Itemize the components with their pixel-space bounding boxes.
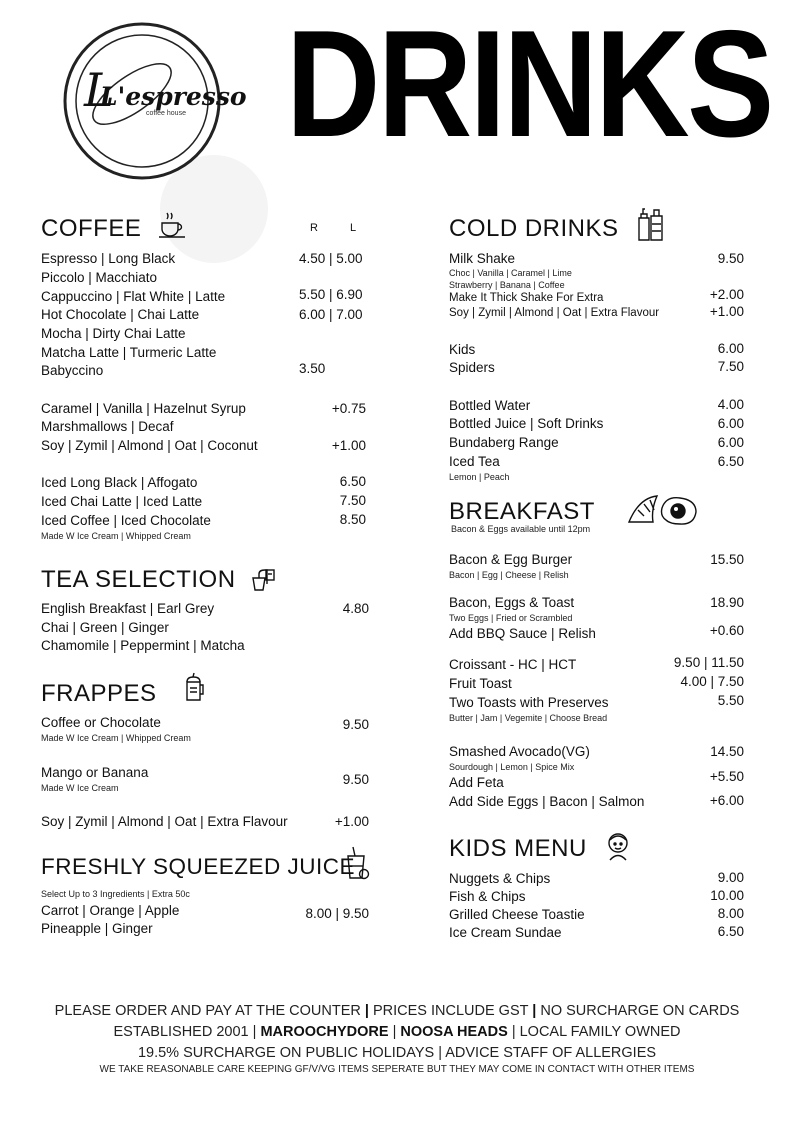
menu-item-price: 4.50 | 5.00 (299, 251, 363, 266)
menu-item-name: Coffee or Chocolate (41, 715, 161, 730)
menu-item-name: English Breakfast | Earl Grey (41, 601, 215, 616)
menu-item-price: +2.00 (709, 287, 744, 302)
menu-item-name: Babyccino (41, 363, 104, 378)
menu-item-name: Add Feta (449, 775, 504, 790)
menu-item-price: +1.00 (709, 304, 744, 319)
menu-item-name: Bottled Water (449, 398, 531, 413)
menu-item-note: Sourdough | Lemon | Spice Mix (449, 762, 575, 772)
footer-text: ESTABLISHED 2001 | (113, 1024, 261, 1040)
menu-item-name: Cappuccino | Flat White | Latte (41, 289, 226, 304)
menu-item-name: Chai | Green | Ginger (41, 620, 169, 635)
footer-separator: | (364, 1003, 369, 1019)
menu-item-note: Butter | Jam | Vegemite | Choose Bread (449, 713, 608, 723)
menu-item-name: Hot Chocolate | Chai Latte (41, 307, 200, 322)
menu-item-name: Espresso | Long Black (41, 251, 176, 266)
menu-item-name: Kids (449, 342, 476, 357)
menu-item-price: +0.60 (709, 623, 744, 638)
footer-line-4: WE TAKE REASONABLE CARE KEEPING GF/V/VG ITEMS SEPERATE BUT THEY MAY COME IN CONTACT WITH OTHER ITEMS (99, 1064, 695, 1075)
footer-location: MAROOCHYDORE (260, 1024, 389, 1040)
bottles-icon (636, 206, 666, 247)
menu-item-name: Caramel | Vanilla | Hazelnut Syrup (41, 401, 246, 416)
menu-item-note: Strawberry | Banana | Coffee (449, 280, 565, 290)
svg-text:L: L (84, 63, 115, 117)
footer-text: PLEASE ORDER AND PAY AT THE COUNTER (54, 1003, 365, 1019)
menu-item-price: 9.50 (342, 717, 369, 732)
menu-item-price: 6.00 (717, 416, 744, 431)
footer-location: NOOSA HEADS (400, 1024, 508, 1040)
menu-item-name: Piccolo | Macchiato (41, 270, 158, 285)
menu-item-name: Grilled Cheese Toastie (449, 907, 585, 922)
menu-item-note: Lemon | Peach (449, 472, 510, 482)
menu-item-name: Chamomile | Peppermint | Matcha (41, 638, 245, 653)
logo-brand-text: L'espresso (100, 82, 247, 111)
menu-item-price: 6.00 (717, 341, 744, 356)
menu-item-note: Two Eggs | Fried or Scrambled (449, 613, 573, 623)
menu-item-price: 6.00 (717, 435, 744, 450)
menu-item-name: Iced Tea (449, 454, 500, 469)
footer-text: | (388, 1024, 401, 1040)
menu-item-price: +6.00 (709, 793, 744, 808)
breakfast-subheading: Bacon & Eggs available until 12pm (451, 524, 591, 534)
menu-item-price: 9.00 (717, 870, 744, 885)
menu-item-price: 9.50 | 11.50 (673, 655, 744, 670)
frappe-glass-icon (182, 672, 208, 709)
menu-item-name: Fruit Toast (449, 676, 512, 691)
footer-line-3: 19.5% SURCHARGE ON PUBLIC HOLIDAYS | ADVICE STAFF OF ALLERGIES (137, 1045, 657, 1061)
menu-item-price: 15.50 (710, 552, 744, 567)
menu-item-price: 6.50 (717, 454, 744, 469)
menu-item-name: Pineapple | Ginger (41, 921, 153, 936)
cold-drinks-heading: COLD DRINKS (449, 215, 619, 242)
page-title: DRINKS (286, 0, 772, 169)
menu-item-name: Make It Thick Shake For Extra (449, 292, 604, 304)
menu-item-name: Marshmallows | Decaf (41, 419, 174, 434)
footer-text: NO SURCHARGE ON CARDS (536, 1003, 740, 1019)
juice-heading: FRESHLY SQUEEZED JUICE (41, 854, 355, 879)
menu-item-name: Bundaberg Range (449, 435, 559, 450)
menu-item-name: Smashed Avocado(VG) (449, 744, 590, 759)
menu-item-note: Bacon | Egg | Cheese | Relish (449, 570, 569, 580)
menu-item-price: 8.00 (717, 906, 744, 921)
logo-tagline: coffee house (146, 110, 186, 117)
menu-item-price: 8.00 | 9.50 (305, 906, 369, 921)
croissant-egg-icon (626, 494, 700, 533)
menu-item-price: 4.80 (342, 601, 369, 616)
menu-item-name: Two Toasts with Preserves (449, 695, 609, 710)
juice-glass-icon (344, 846, 372, 887)
menu-item-price: 5.50 | 6.90 (299, 287, 363, 302)
menu-item-name: Fish & Chips (449, 889, 526, 904)
menu-item-name: Add BBQ Sauce | Relish (449, 626, 596, 641)
tea-heading: TEA SELECTION (41, 566, 236, 593)
juice-note: Select Up to 3 Ingredients | Extra 50c (41, 889, 190, 899)
menu-item-price: +0.75 (331, 401, 366, 416)
menu-item-price: 14.50 (710, 744, 744, 759)
footer-separator: | (532, 1003, 537, 1019)
menu-item-price: 6.00 | 7.00 (299, 307, 363, 322)
menu-item-name: Mocha | Dirty Chai Latte (41, 326, 186, 341)
kids-menu-heading: KIDS MENU (449, 835, 587, 862)
coffee-col-large: L (350, 222, 357, 234)
menu-item-price: 4.00 (717, 397, 744, 412)
logo (60, 22, 247, 180)
menu-item-name: Soy | Zymil | Almond | Oat | Extra Flavour (449, 307, 660, 319)
menu-item-price: +1.00 (334, 814, 369, 829)
menu-item-price: 6.50 (717, 924, 744, 939)
menu-item-price: 6.50 (339, 474, 366, 489)
menu-item-price: 7.50 (717, 359, 744, 374)
menu-item-price: 5.50 (717, 693, 744, 708)
menu-item-name: Carrot | Orange | Apple (41, 903, 180, 918)
menu-item-note: Made W Ice Cream | Whipped Cream (41, 733, 191, 743)
menu-item-name: Bacon & Egg Burger (449, 552, 573, 567)
coffee-heading: COFFEE (41, 215, 142, 242)
menu-item-name: Spiders (449, 360, 495, 375)
menu-item-note: Made W Ice Cream | Whipped Cream (41, 531, 191, 541)
footer-text: | LOCAL FAMILY OWNED (507, 1024, 681, 1040)
menu-item-name: Mango or Banana (41, 765, 149, 780)
footer-text: PRICES INCLUDE GST (368, 1003, 533, 1019)
footer-line-1 (0, 1003, 794, 1019)
menu-item-name: Soy | Zymil | Almond | Oat | Coconut (41, 438, 258, 453)
menu-item-price: 18.90 (710, 595, 744, 610)
breakfast-heading: BREAKFAST (449, 498, 595, 525)
menu-item-note: Choc | Vanilla | Caramel | Lime (449, 268, 572, 278)
menu-item-name: Iced Coffee | Iced Chocolate (41, 513, 211, 528)
menu-item-price: 8.50 (339, 512, 366, 527)
coffee-col-regular: R (310, 222, 318, 234)
menu-item-name: Iced Chai Latte | Iced Latte (41, 494, 203, 509)
menu-item-name: Croissant - HC | HCT (449, 657, 577, 672)
child-face-icon (605, 831, 631, 866)
menu-item-name: Bacon, Eggs & Toast (449, 595, 575, 610)
menu-item-price: 9.50 (717, 251, 744, 266)
menu-item-price: 4.00 | 7.50 (680, 674, 744, 689)
menu-item-name: Nuggets & Chips (449, 871, 551, 886)
menu-item-name: Ice Cream Sundae (449, 925, 562, 940)
menu-item-name: Add Side Eggs | Bacon | Salmon (449, 794, 645, 809)
footer-line-2 (0, 1024, 794, 1040)
menu-item-price: 10.00 (710, 888, 744, 903)
menu-item-price: +5.50 (709, 769, 744, 784)
coffee-cup-icon (156, 210, 186, 245)
menu-item-name: Bottled Juice | Soft Drinks (449, 416, 604, 431)
menu-item-note: Made W Ice Cream (41, 783, 119, 793)
menu-item-price: 3.50 (299, 361, 326, 376)
frappes-heading: FRAPPES (41, 680, 157, 707)
menu-item-name: Soy | Zymil | Almond | Oat | Extra Flavour (41, 814, 288, 829)
menu-item-price: 7.50 (339, 493, 366, 508)
menu-item-price: 9.50 (342, 772, 369, 787)
menu-item-name: Matcha Latte | Turmeric Latte (41, 345, 217, 360)
tea-bag-icon (249, 564, 277, 599)
menu-item-price: +1.00 (331, 438, 366, 453)
menu-item-name: Milk Shake (449, 251, 516, 266)
menu-item-name: Iced Long Black | Affogato (41, 475, 198, 490)
